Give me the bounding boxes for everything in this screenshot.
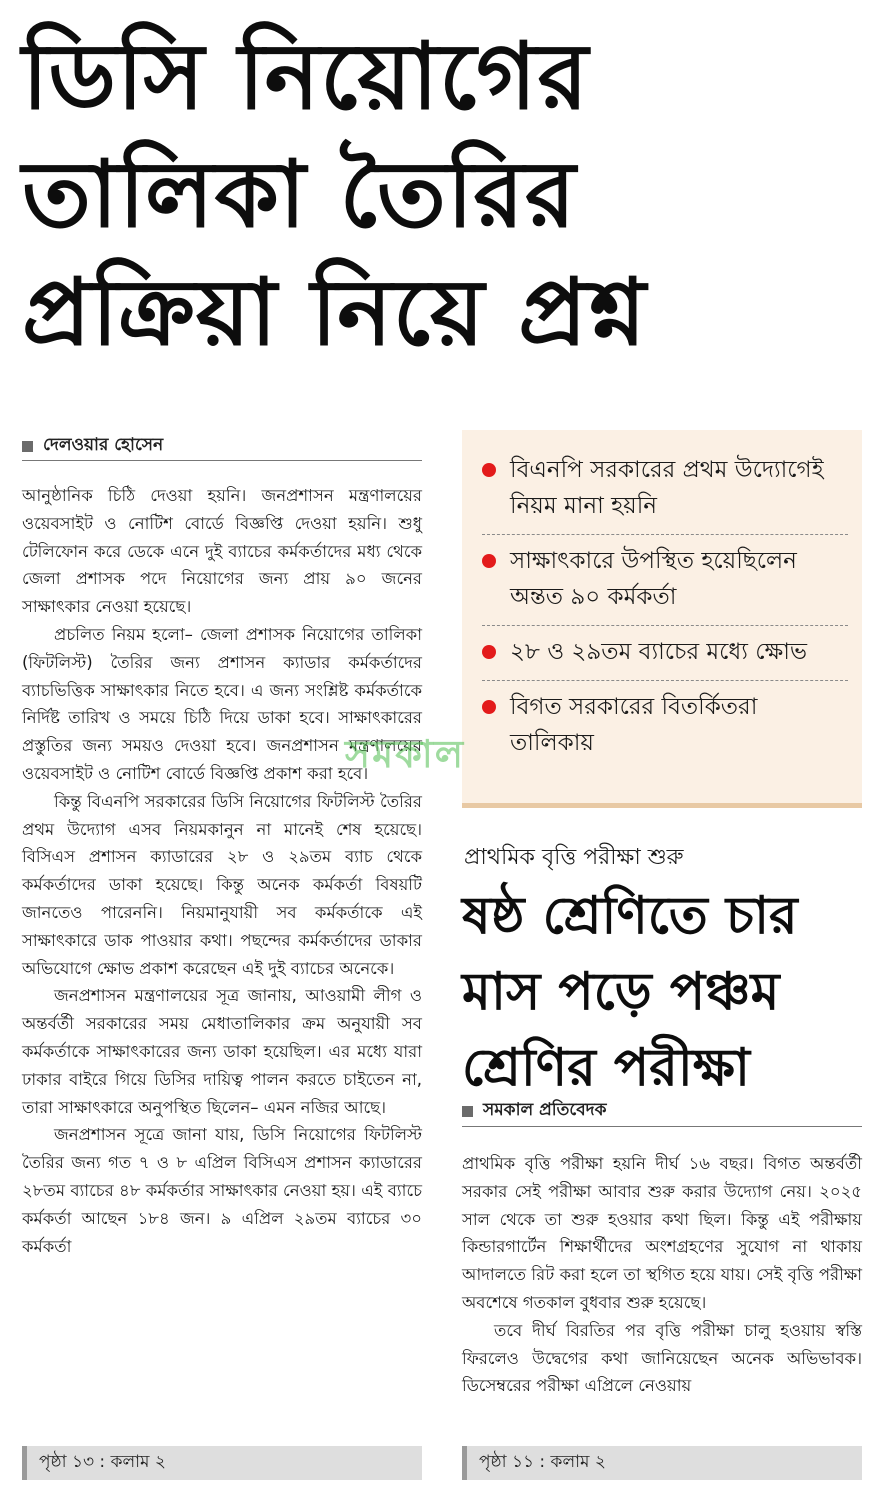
newspaper-watermark: সমকাল: [345, 732, 466, 776]
headline-line: তালিকা তৈরির: [22, 141, 577, 248]
main-headline: [22, 18, 872, 372]
square-bullet-icon: [462, 1106, 473, 1117]
continuation-label: পৃষ্ঠা ১৩ : কলাম ২: [39, 1452, 166, 1472]
highlight-text: ২৮ ও ২৯তম ব্যাচের মধ্যে ক্ষোভ: [510, 639, 808, 665]
divider: [462, 1126, 862, 1127]
paragraph: তবে দীর্ঘ বিরতির পর বৃত্তি পরীক্ষা চালু হওয়ায় স্বস্তি ফিরলেও উদ্বেগের কথা জানিয়েছেন অনেক অভিভাবক। ডিসেম্বরের পরীক্ষা এপ্রিলে নেওয়ায়: [462, 1320, 862, 1396]
left-article-body: [22, 482, 422, 1260]
right-continuation-bar: [462, 1446, 862, 1480]
byline: [462, 1097, 607, 1125]
headline-line: প্রক্রিয়া নিয়ে প্রশ্ন: [22, 259, 647, 366]
paragraph: জনপ্রশাসন মন্ত্রণালয়ের সূত্র জানায়, আওয়ামী লীগ ও অন্তর্বর্তী সরকারের সময় মেধাতালিকার ক্রম অনুযায়ী সব কর্মকর্তাকে সাক্ষাৎকারের জন্য ডাকা হয়েছিল। এর মধ্যে যারা ঢাকার বাইরে গিয়ে ডিসির দায়িত্ব পালন করতে চাইতেন না, তারা সাক্ষাৎকারে অনুপস্থিত ছিলেন– এমন নজির আছে।: [22, 986, 422, 1117]
highlight-item: [482, 681, 848, 771]
highlight-text: বিগত সরকারের বিতর্কিতরা তালিকায়: [510, 694, 758, 756]
headline-line: ডিসি নিয়োগের: [22, 23, 590, 130]
red-bullet-icon: [482, 554, 496, 568]
bar-marker: [22, 1446, 27, 1480]
secondary-headline: [462, 878, 872, 1106]
highlight-item: [482, 626, 848, 681]
paragraph: কিন্তু বিএনপি সরকারের ডিসি নিয়োগের ফিটলিস্ট তৈরির প্রথম উদ্যোগ এসব নিয়মকানুন না মানেই শেষ হয়েছে। বিসিএস প্রশাসন ক্যাডারের ২৮ ও ২৯তম ব্যাচ থেকে কর্মকর্তাদের ডাকা হয়েছে। কিন্তু অনেক কর্মকর্তা বিষয়টি জানতেও পারেননি। নিয়মানুযায়ী সব কর্মকর্তাকে এই সাক্ষাৎকারে ডাক পাওয়ার কথা। পছন্দের কর্মকর্তাদের ডাকার অভিযোগে ক্ষোভ প্রকাশ করেছেন এই দুই ব্যাচের অনেকে।: [22, 791, 422, 978]
continuation-label: পৃষ্ঠা ১১ : কলাম ২: [479, 1452, 606, 1472]
headline-line: শ্রেণির পরীক্ষা: [462, 1038, 750, 1098]
highlight-item: [482, 444, 848, 535]
left-continuation-bar: [22, 1446, 422, 1480]
highlight-text: সাক্ষাৎকারে উপস্থিত হয়েছিলেন অন্তত ৯০ কর্মকর্তা: [510, 548, 797, 610]
red-bullet-icon: [482, 463, 496, 477]
right-article-body: [462, 1150, 862, 1400]
paragraph: আনুষ্ঠানিক চিঠি দেওয়া হয়নি। জনপ্রশাসন মন্ত্রণালয়ের ওয়েবসাইট ও নোটিশ বোর্ডে বিজ্ঞপ্তি দেওয়া হয়নি। শুধু টেলিফোন করে ডেকে এনে দুই ব্যাচের কর্মকর্তাদের মধ্য থেকে জেলা প্রশাসক পদে নিয়োগের জন্য প্রায় ৯০ জনের সাক্ষাৎকার নেওয়া হয়েছে।: [22, 486, 422, 617]
headline-line: মাস পড়ে পঞ্চম: [462, 962, 780, 1022]
paragraph: প্রচলিত নিয়ম হলো– জেলা প্রশাসক নিয়োগের তালিকা (ফিটলিস্ট) তৈরির জন্য প্রশাসন ক্যাডার কর্মকর্তাদের ব্যাচভিত্তিক সাক্ষাৎকার নিতে হবে। এ জন্য সংশ্লিষ্ট কর্মকর্তাকে নির্দিষ্ট তারিখ ও সময়ে চিঠি দিয়ে ডাকা হবে। সাক্ষাৎকারের প্রস্তুতির জন্য সময়ও দেওয়া হবে। জনপ্রশাসন মন্ত্রণালয়ের ওয়েবসাইট ও নোটিশ বোর্ডে বিজ্ঞপ্তি প্রকাশ করা হবে।: [22, 624, 422, 783]
red-bullet-icon: [482, 645, 496, 659]
highlights-box: [462, 430, 862, 808]
byline-name: দেলওয়ার হোসেন: [43, 435, 164, 455]
byline-name: সমকাল প্রতিবেদক: [483, 1100, 607, 1120]
divider: [22, 460, 422, 461]
red-bullet-icon: [482, 700, 496, 714]
headline-line: ষষ্ঠ শ্রেণিতে চার: [462, 886, 798, 946]
byline: [22, 432, 163, 460]
paragraph: প্রাথমিক বৃত্তি পরীক্ষা হয়নি দীর্ঘ ১৬ বছর। বিগত অন্তর্বর্তী সরকার সেই পরীক্ষা আবার শুরু করার উদ্যোগ নেয়। ২০২৫ সাল থেকে তা শুরু হওয়ার কথা ছিল। কিন্তু এই পরীক্ষায় কিন্ডারগার্টেন শিক্ষার্থীদের অংশগ্রহণের সুযোগ না থাকায় আদালতে রিট করা হলে তা স্থগিত হয়ে যায়। সেই বৃত্তি পরীক্ষা অবশেষে গতকাল বুধবার শুরু হয়েছে।: [462, 1154, 862, 1312]
highlight-text: বিএনপি সরকারের প্রথম উদ্যোগেই নিয়ম মানা হয়নি: [510, 457, 824, 519]
square-bullet-icon: [22, 441, 33, 452]
highlight-item: [482, 535, 848, 626]
kicker: প্রাথমিক বৃত্তি পরীক্ষা শুরু: [464, 845, 684, 870]
bar-marker: [462, 1446, 467, 1480]
paragraph: জনপ্রশাসন সূত্রে জানা যায়, ডিসি নিয়োগের ফিটলিস্ট তৈরির জন্য গত ৭ ও ৮ এপ্রিল বিসিএস প্রশাসন ক্যাডারের ২৮তম ব্যাচের ৪৮ কর্মকর্তার সাক্ষাৎকার নেওয়া হয়। এই ব্যাচে কর্মকর্তা আছেন ১৮৪ জন। ৯ এপ্রিল ২৯তম ব্যাচের ৩০ কর্মকর্তা: [22, 1125, 422, 1256]
